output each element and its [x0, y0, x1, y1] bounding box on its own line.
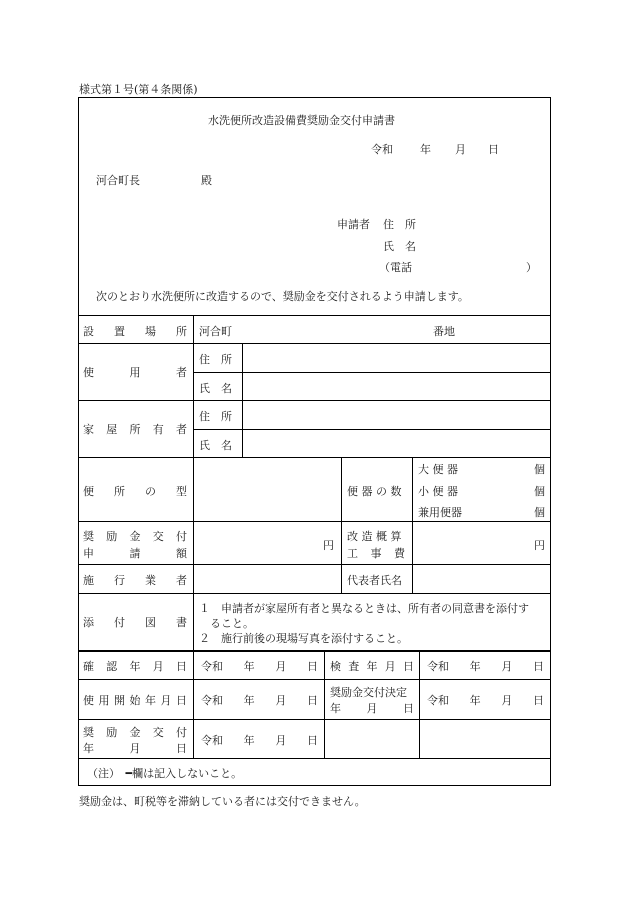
- contractor-label: 施 行 業 者: [83, 574, 187, 587]
- grant-date: 令和 年 月 日: [201, 734, 318, 747]
- applicant-address-label: 住 所: [383, 218, 416, 231]
- application-form: [78, 97, 551, 786]
- owner-address-label: 住 所: [199, 410, 232, 423]
- attachments-label: 添 付 図 書: [83, 616, 187, 629]
- amount-unit: 円: [323, 539, 334, 552]
- owner-name-label: 氏 名: [199, 439, 232, 452]
- inspect-date-label: 検 査 年 月 日: [330, 660, 414, 673]
- date-era: 令和: [371, 143, 393, 156]
- grant-date-label-line2: 年 月 日: [83, 742, 187, 755]
- fixture-combined: 兼用便器: [418, 506, 462, 519]
- cost-label-line2: 工 事 費: [347, 547, 405, 560]
- decision-date-label-line1: 奨励金交付決定: [330, 686, 407, 699]
- decision-date: 令和 年 月 日: [427, 694, 544, 707]
- fixture-small-unit: 個: [534, 485, 545, 498]
- attachment-item-2: ２ 施行前後の現場写真を添付すること。: [199, 632, 408, 645]
- date-month: 月: [455, 143, 466, 156]
- inspect-date: 令和 年 月 日: [427, 660, 544, 673]
- location-lot: 番地: [433, 325, 455, 338]
- user-name-label: 氏 名: [199, 382, 232, 395]
- fixture-count-label: 便 器 の 数: [347, 485, 402, 498]
- date-day: 日: [488, 143, 499, 156]
- form-title: 水洗便所改造設備費奨励金交付申請書: [208, 114, 395, 127]
- footer-notice: 奨励金は、町税等を滞納している者には交付できません。: [79, 795, 366, 808]
- toilet-type-label: 便 所 の 型: [83, 485, 187, 498]
- addressee-honorific: 殿: [201, 174, 212, 187]
- date-year: 年: [420, 143, 431, 156]
- cost-label-line1: 改 造 概 算: [347, 530, 402, 543]
- location-label: 設 置 場 所: [83, 325, 187, 338]
- attachment-item-1: １ 申請者が家屋所有者と異なるときは、所有者の同意書を添付す: [199, 602, 529, 615]
- form-number: 様式第１号(第４条関係): [79, 83, 198, 96]
- fixture-combined-unit: 個: [534, 506, 545, 519]
- confirm-date-label: 確 認 年 月 日: [83, 660, 187, 673]
- decision-date-label-line2: 年 月 日: [330, 702, 414, 715]
- location-town: 河合町: [199, 325, 232, 338]
- applicant-label: 申請者: [337, 218, 370, 231]
- cost-unit: 円: [534, 539, 545, 552]
- grant-date-label-line1: 奨 励 金 交 付: [83, 726, 187, 739]
- fixture-large-unit: 個: [534, 463, 545, 476]
- applicant-phone-open: （電話: [379, 261, 412, 274]
- applicant-phone-close: ）: [526, 261, 537, 274]
- addressee-name: 河合町長: [96, 174, 140, 187]
- applicant-name-label: 氏 名: [383, 240, 416, 253]
- representative-label: 代表者氏名: [347, 574, 402, 587]
- user-address-label: 住 所: [199, 353, 232, 366]
- owner-label: 家 屋 所 有 者: [83, 423, 187, 436]
- amount-label-line2: 申 請 額: [83, 547, 187, 560]
- fixture-small: 小 便 器: [418, 485, 458, 498]
- declaration: 次のとおり水洗便所に改造するので、奨励金を交付されるよう申請します。: [96, 290, 469, 303]
- fixture-large: 大 便 器: [418, 463, 458, 476]
- confirm-date: 令和 年 月 日: [201, 660, 318, 673]
- start-date: 令和 年 月 日: [201, 694, 318, 707]
- attachment-item-1-cont: ること。: [210, 617, 254, 630]
- form-note: （注） ━欄は記入しないこと。: [87, 767, 243, 780]
- user-label: 使 用 者: [83, 366, 187, 379]
- amount-label-line1: 奨 励 金 交 付: [83, 530, 187, 543]
- start-date-label: 使 用 開 始 年 月 日: [83, 694, 187, 707]
